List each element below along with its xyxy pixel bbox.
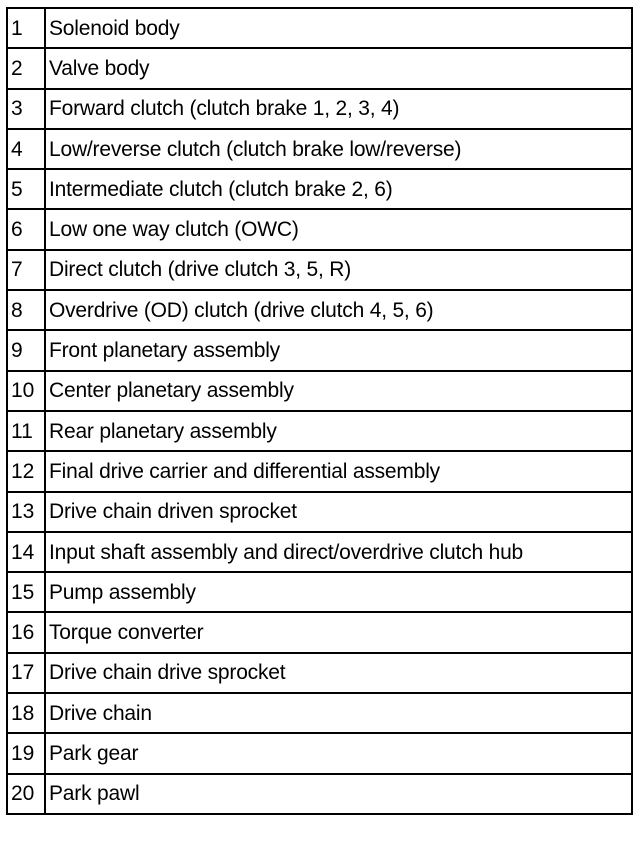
legend-item-description: Final drive carrier and differential assembly bbox=[45, 451, 632, 491]
legend-row bbox=[7, 129, 632, 169]
legend-item-description: Intermediate clutch (clutch brake 2, 6) bbox=[45, 169, 632, 209]
legend-item-description: Overdrive (OD) clutch (drive clutch 4, 5, 6) bbox=[45, 290, 632, 330]
legend-row bbox=[7, 693, 632, 733]
legend-row bbox=[7, 653, 632, 693]
legend-item-description: Drive chain bbox=[45, 693, 632, 733]
legend-item-description: Drive chain driven sprocket bbox=[45, 492, 632, 532]
legend-row bbox=[7, 250, 632, 290]
legend-item-number: 2 bbox=[7, 48, 45, 88]
legend-item-number: 9 bbox=[7, 330, 45, 370]
legend-row bbox=[7, 492, 632, 532]
legend-item-number: 12 bbox=[7, 451, 45, 491]
legend-item-number: 1 bbox=[7, 8, 45, 48]
legend-item-description: Drive chain drive sprocket bbox=[45, 653, 632, 693]
legend-item-number: 19 bbox=[7, 733, 45, 773]
legend-item-number: 6 bbox=[7, 209, 45, 249]
legend-row bbox=[7, 169, 632, 209]
legend-item-description: Rear planetary assembly bbox=[45, 411, 632, 451]
legend-row bbox=[7, 572, 632, 612]
legend-item-number: 7 bbox=[7, 250, 45, 290]
legend-item-number: 20 bbox=[7, 774, 45, 814]
legend-row bbox=[7, 89, 632, 129]
legend-item-description: Valve body bbox=[45, 48, 632, 88]
legend-item-number: 8 bbox=[7, 290, 45, 330]
legend-item-number: 3 bbox=[7, 89, 45, 129]
legend-item-number: 10 bbox=[7, 371, 45, 411]
legend-item-description: Pump assembly bbox=[45, 572, 632, 612]
legend-item-number: 16 bbox=[7, 612, 45, 652]
legend-item-description: Front planetary assembly bbox=[45, 330, 632, 370]
legend-item-description: Center planetary assembly bbox=[45, 371, 632, 411]
legend-item-number: 17 bbox=[7, 653, 45, 693]
legend-item-description: Forward clutch (clutch brake 1, 2, 3, 4) bbox=[45, 89, 632, 129]
parts-legend-body bbox=[7, 8, 632, 814]
legend-row bbox=[7, 330, 632, 370]
legend-item-description: Input shaft assembly and direct/overdrive clutch hub bbox=[45, 532, 632, 572]
legend-item-description: Torque converter bbox=[45, 612, 632, 652]
legend-item-number: 4 bbox=[7, 129, 45, 169]
legend-item-description: Low/reverse clutch (clutch brake low/reverse) bbox=[45, 129, 632, 169]
legend-item-number: 14 bbox=[7, 532, 45, 572]
legend-item-description: Park pawl bbox=[45, 774, 632, 814]
legend-item-description: Direct clutch (drive clutch 3, 5, R) bbox=[45, 250, 632, 290]
legend-item-description: Low one way clutch (OWC) bbox=[45, 209, 632, 249]
legend-item-number: 5 bbox=[7, 169, 45, 209]
legend-item-number: 15 bbox=[7, 572, 45, 612]
legend-row bbox=[7, 612, 632, 652]
legend-row bbox=[7, 8, 632, 48]
legend-item-number: 11 bbox=[7, 411, 45, 451]
parts-legend-table bbox=[6, 7, 633, 815]
legend-row bbox=[7, 411, 632, 451]
legend-row bbox=[7, 451, 632, 491]
legend-row bbox=[7, 209, 632, 249]
legend-row bbox=[7, 774, 632, 814]
legend-row bbox=[7, 733, 632, 773]
legend-item-description: Park gear bbox=[45, 733, 632, 773]
legend-item-number: 18 bbox=[7, 693, 45, 733]
legend-row bbox=[7, 371, 632, 411]
legend-item-number: 13 bbox=[7, 492, 45, 532]
legend-item-description: Solenoid body bbox=[45, 8, 632, 48]
legend-row bbox=[7, 532, 632, 572]
legend-row bbox=[7, 290, 632, 330]
legend-row bbox=[7, 48, 632, 88]
